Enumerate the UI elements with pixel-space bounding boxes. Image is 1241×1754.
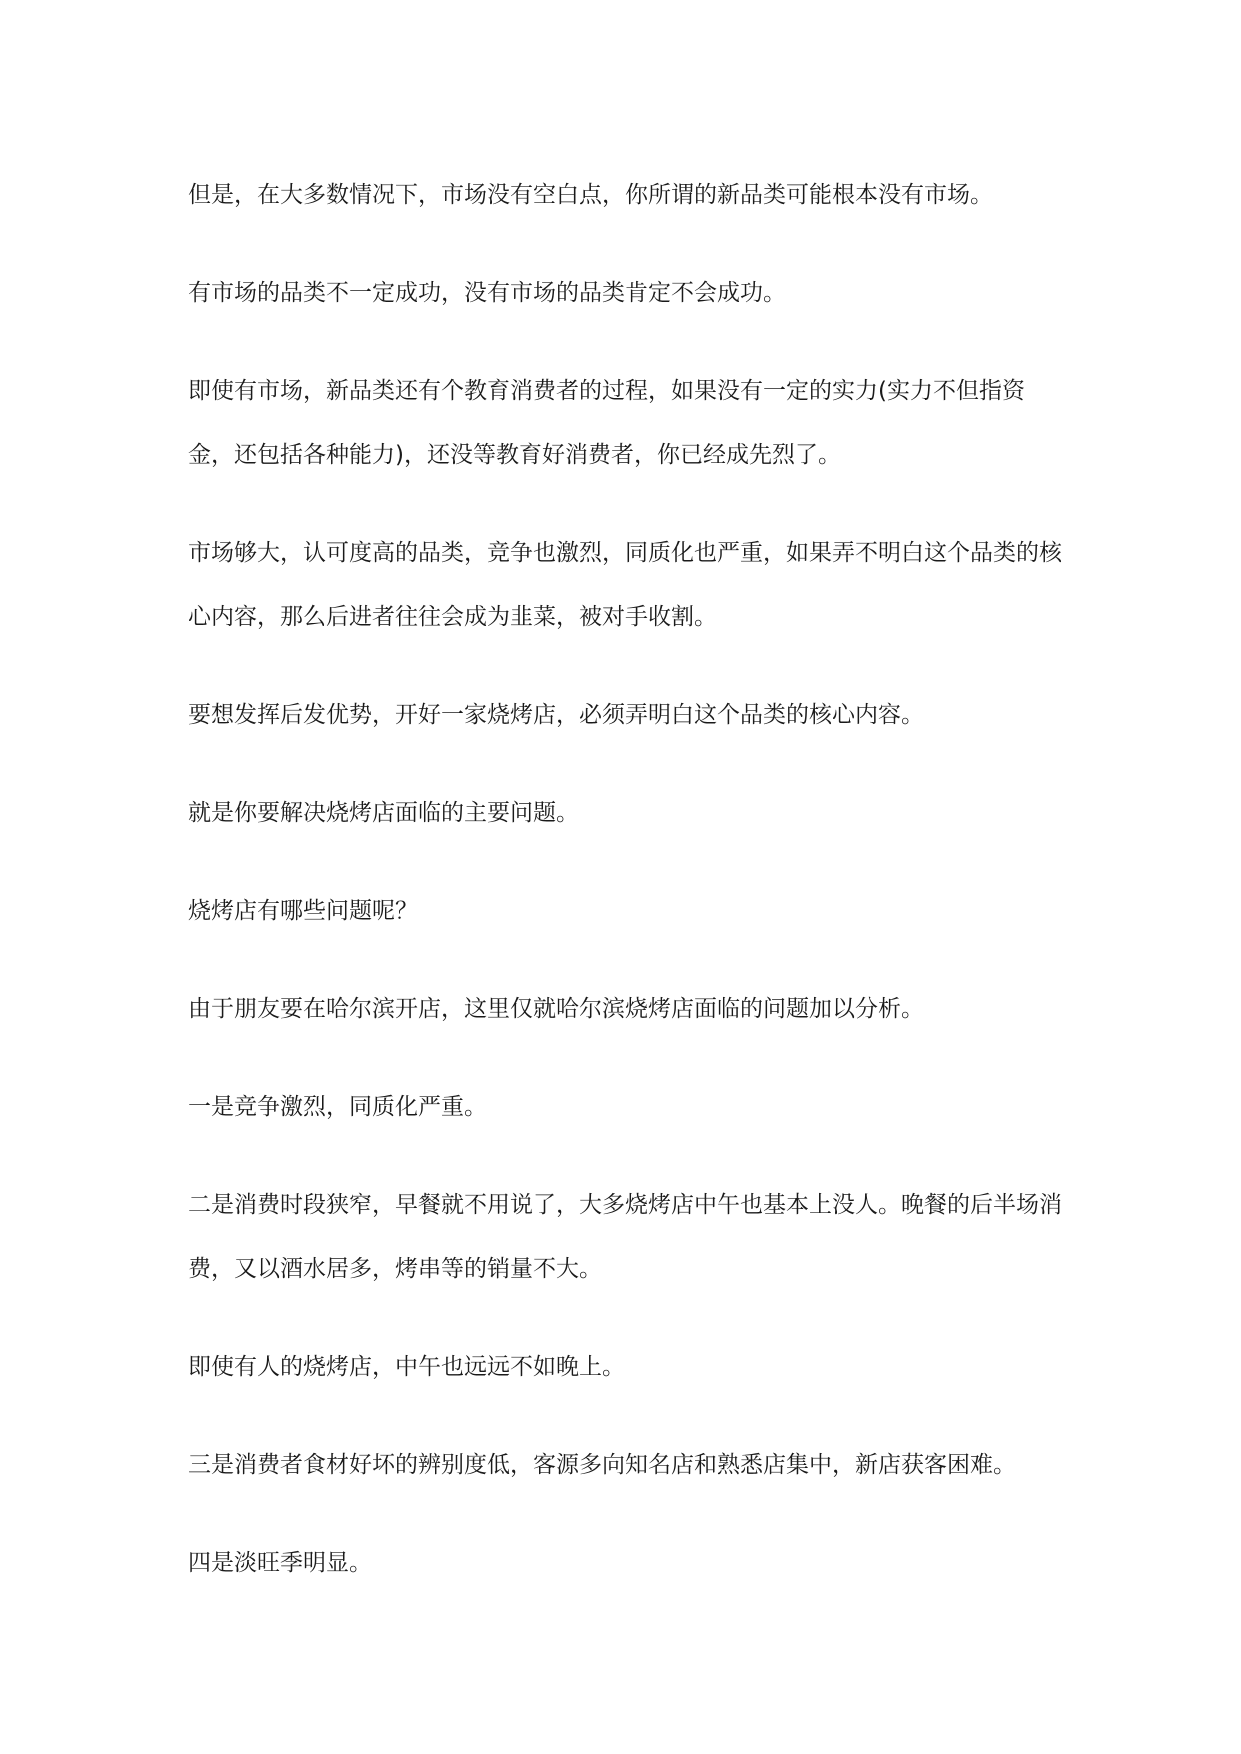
paragraph: 市场够大，认可度高的品类，竞争也激烈，同质化也严重，如果弄不明白这个品类的核心内容，那么后进者往往会成为韭菜，被对手收割。 — [188, 540, 1062, 630]
paragraph: 四是淡旺季明显。 — [188, 1550, 372, 1576]
paragraph: 有市场的品类不一定成功，没有市场的品类肯定不会成功。 — [188, 280, 786, 306]
paragraph: 一是竞争激烈，同质化严重。 — [188, 1094, 487, 1120]
paragraph: 由于朋友要在哈尔滨开店，这里仅就哈尔滨烧烤店面临的问题加以分析。 — [188, 996, 924, 1022]
paragraph: 但是，在大多数情况下，市场没有空白点，你所谓的新品类可能根本没有市场。 — [188, 182, 993, 208]
document-body — [188, 163, 1068, 1629]
paragraph: 烧烤店有哪些问题呢？ — [188, 898, 418, 924]
paragraph: 要想发挥后发优势，开好一家烧烤店，必须弄明白这个品类的核心内容。 — [188, 702, 924, 728]
paragraph: 就是你要解决烧烤店面临的主要问题。 — [188, 800, 579, 826]
paragraph: 即使有人的烧烤店，中午也远远不如晚上。 — [188, 1354, 625, 1380]
paragraph: 即使有市场，新品类还有个教育消费者的过程，如果没有一定的实力(实力不但指资金，还包括各种能力)，还没等教育好消费者，你已经成先烈了。 — [188, 378, 1025, 468]
paragraph: 二是消费时段狭窄，早餐就不用说了，大多烧烤店中午也基本上没人。晚餐的后半场消费，又以酒水居多，烤串等的销量不大。 — [188, 1192, 1062, 1282]
paragraph: 三是消费者食材好坏的辨别度低，客源多向知名店和熟悉店集中，新店获客困难。 — [188, 1452, 1016, 1478]
